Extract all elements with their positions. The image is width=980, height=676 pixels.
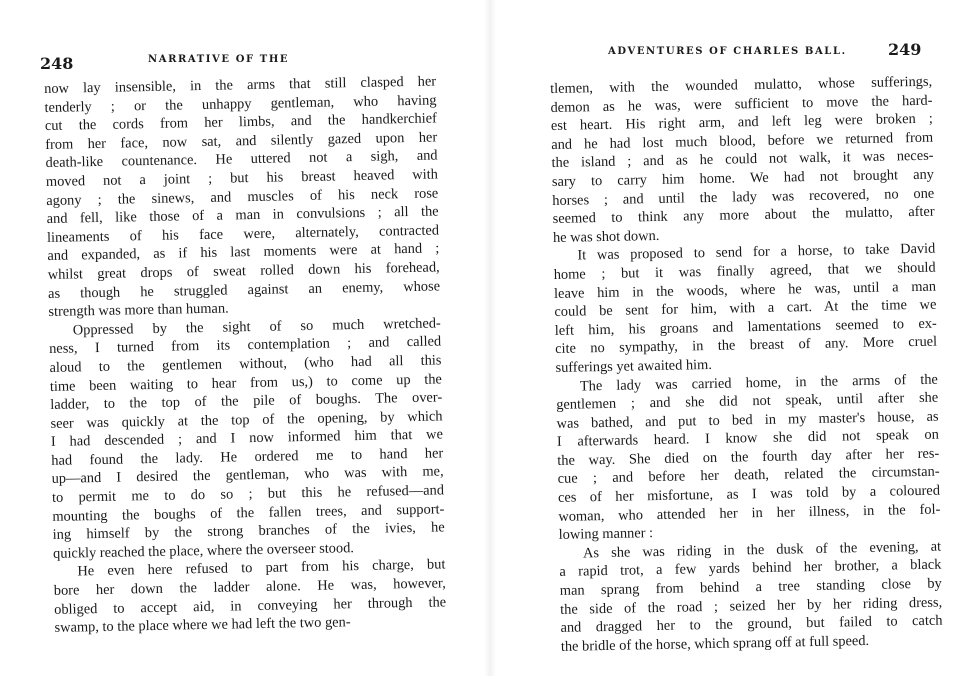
text-line: He even here refused to part from his charge, but xyxy=(77,556,446,580)
text-line: could be sent for him, with a cart. At the time we xyxy=(554,296,937,321)
text-line: Oppressed by the sight of so much wretched- xyxy=(72,315,441,339)
text-line: aloud to the gentlemen without, (who had all this xyxy=(49,352,442,376)
text-line: death-like countenance. He uttered not a sigh, and xyxy=(45,147,438,172)
text-line: left him, his groans and lamentations seemed to ex- xyxy=(554,315,937,339)
text-line: swamp, to the place where we had left the two gen- xyxy=(54,614,351,637)
text-line: had found the lady. He ordered me to hand her xyxy=(51,445,444,469)
text-line: ces of her misfortune, as I was told by a coloured xyxy=(557,482,941,506)
text-line: It was proposed to send for a horse, to take David xyxy=(577,240,936,264)
text-line: cue ; and before her death, related the circumstan- xyxy=(557,464,940,488)
text-line: the island ; and as he could not walk, it was neces- xyxy=(551,148,934,172)
text-line: ladder, to the top of the pile of boughs. The over- xyxy=(50,389,443,414)
text-line: seer was quickly at the top of the opening, by which xyxy=(50,408,443,432)
text-line: time been waiting to hear from us,) to come up the xyxy=(49,370,442,395)
text-line: lowing manner : xyxy=(558,525,654,544)
text-line: sufferings yet awaited him. xyxy=(555,356,713,376)
text-line: he was shot down. xyxy=(552,227,660,246)
text-line: and fell, like those of a man in convulsions ; all the xyxy=(46,203,439,228)
text-line: seemed to think any more about the mulatto, after xyxy=(552,203,935,228)
text-line: the bridle of the horse, which sprang off at full speed. xyxy=(560,632,870,655)
text-line: whilst great drops of sweat rolled down his forehead, xyxy=(47,259,440,283)
text-line: and expanded, as if his last moments were at hand ; xyxy=(47,240,440,265)
text-line: man sprang from behind a tree standing close by xyxy=(559,575,942,599)
text-line: est heart. His right arm, and left leg were broken ; xyxy=(550,110,933,135)
right-page xyxy=(490,0,980,676)
text-line: now lay insensible, in the arms that still clasped her xyxy=(44,73,437,97)
left-running-head: NARRATIVE OF THE xyxy=(148,54,290,65)
text-line: cite no sympathy, in the breast of any. More cruel xyxy=(555,333,938,358)
right-page-text xyxy=(550,73,943,657)
text-line: woman, who attended her in her illness, in the fol- xyxy=(558,501,941,525)
left-page-number: 248 xyxy=(40,54,74,73)
right-running-head: ADVENTURES OF CHARLES BALL. xyxy=(608,46,847,57)
text-line: agony ; the sinews, and muscles of his neck rose xyxy=(46,185,439,209)
text-line: up—and I desired the gentleman, who was with me, xyxy=(51,463,444,488)
text-line: the side of the road ; seized her by her riding dress, xyxy=(560,594,943,618)
text-line: ness, I turned from its contemplation ; and called xyxy=(49,333,442,358)
text-line: horses ; and until the lady was recovered, no one xyxy=(552,185,935,209)
text-line: to permit me to do so ; but this he refused—and xyxy=(51,482,445,506)
text-line: and he had lost much blood, before we returned from xyxy=(551,129,934,153)
text-line: gentlemen ; and she did not speak, until after she xyxy=(556,389,939,414)
text-line: mounting the boughs of the fallen trees, and support- xyxy=(52,501,445,525)
text-line: home ; but it was finally agreed, that we should xyxy=(553,259,936,283)
text-line: the way. She died on the fourth day after her res- xyxy=(557,445,940,469)
text-line: cut the cords from her limbs, and the handkerchief xyxy=(44,110,437,135)
text-line: As she was riding in the dusk of the evening, at xyxy=(582,538,942,562)
text-line: demon as he was, were sufficient to move the hard- xyxy=(550,92,933,116)
left-page-text xyxy=(44,72,447,637)
text-line: was bathed, and put to bed in my master's house, as xyxy=(556,408,939,432)
text-line: from her face, now sat, and silently gazed upon her xyxy=(45,129,438,153)
text-line: The lady was carried home, in the arms of the xyxy=(579,371,938,394)
text-line: lineaments of his face were, alternately, contracted xyxy=(46,222,440,246)
right-page-number: 249 xyxy=(888,40,922,59)
text-line: obliged to accept aid, in conveying her through the xyxy=(54,594,447,618)
text-line: bore her down the ladder alone. He was, however, xyxy=(53,575,446,599)
text-line: tenderly ; or the unhappy gentleman, who having xyxy=(44,92,437,116)
text-line: leave him in the woods, where he was, until a man xyxy=(553,278,937,302)
text-line: a rapid trot, a few yards behind her brother, a black xyxy=(559,557,942,581)
text-line: ing himself by the strong branches of the ivies, he xyxy=(52,519,445,544)
text-line: sary to carry him home. We had not brought any xyxy=(551,166,935,190)
text-line: quickly reached the place, where the overseer stood. xyxy=(52,539,355,562)
text-line: strength was more than human. xyxy=(48,300,229,321)
text-line: and dragged her to the ground, but failed to catch xyxy=(560,612,943,637)
text-line: I afterwards heard. I know she did not speak on xyxy=(556,426,940,451)
text-line: I had descended ; and I now informed him that we xyxy=(50,426,444,451)
text-line: moved not a joint ; but his breast heaved with xyxy=(45,166,439,190)
text-line: as though he struggled against an enemy, whose xyxy=(47,277,441,302)
text-line: tlemen, with the wounded mulatto, whose sufferings, xyxy=(550,73,933,97)
